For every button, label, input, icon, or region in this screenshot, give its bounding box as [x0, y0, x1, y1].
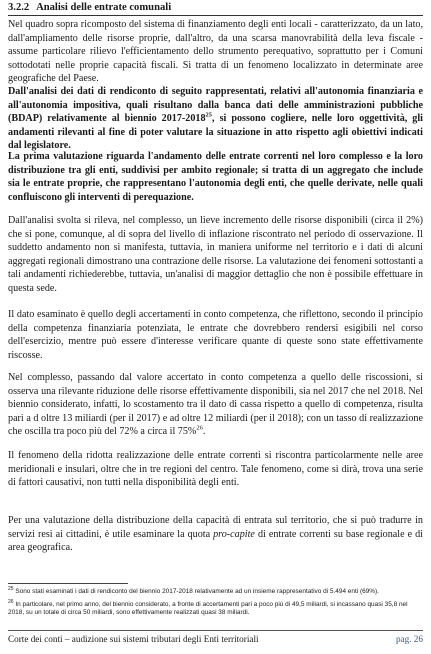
- paragraph-3: La prima valutazione riguarda l'andamento delle entrate correnti nel loro complesso e la loro distribuzione tra gli enti, suddivisi per ambito regionale; si tratta di un aggregato che include sia le entrate proprie, che rappresentano l'autonomia degli enti, che quelle derivate, nelle quali confluiscono gli interventi di perequazione.: [8, 151, 423, 203]
- paragraph-6: [8, 371, 423, 439]
- footnote-ref-25[interactable]: 25: [205, 111, 213, 119]
- paragraph-8-text-end: di entrate correnti su base regionale e di area geografica.: [8, 528, 423, 554]
- paragraph-8: [8, 514, 423, 555]
- footer-source: Corte dei conti – audizione sui sistemi tributari degli Enti territoriali: [8, 634, 259, 644]
- footnote-ref-26[interactable]: 26: [196, 425, 203, 432]
- paragraph-8-text-start: Per una valutazione della distribuzione della capacità di entrata sul territorio, che si può tradurre in servizi resi ai cittadini, è utile esaminare la quota: [8, 515, 423, 540]
- paragraph-2: [8, 85, 423, 153]
- paragraph-4-text: Dall'analisi svolta si rileva, nel complesso, un lieve incremento delle risorse disponibili (circa il 2%) che si pone, comunque, al di sopra del livello di inflazione riscontrato nel periodo di osservazione. Il suddetto andamento non si manifesta, tuttavia, in maniera uniforme nel territorio e i dati di alcuni aggregati regionali dimostrano una contrazione delle risorse. La valutazione dei fenomeni sottostanti a tali andamenti richiederebbe, tuttavia, un'analisi di maggior dettaglio che non è possibile effettuare in questa sede.: [8, 215, 423, 294]
- section-number: 3.2.2: [8, 2, 30, 13]
- paragraph-1: Nel quadro sopra ricomposto del sistema di finanziamento degli enti locali - caratterizzato, da un lato, dall'ampliamento delle risorse proprie, dall'altro, da una scarsa manovrabilità della leva fiscale - assume particolare rilievo l'efficientamento dello strumento perequativo, soprattutto per i Comuni sottodotati nelle proprie capacità fiscali. Si tratta di un fenomeno localizzato in determinate aree geografiche del Paese.: [8, 19, 423, 85]
- paragraph-8-italic: pro-capite: [213, 528, 255, 540]
- footnote-25-text: Sono stati esaminati i dati di rendiconto del biennio 2017-2018 relativamente ad un insieme rappresentativo di 5.494 enti (69%).: [13, 588, 379, 595]
- page-number: pag. 26: [395, 634, 423, 644]
- footnote-25-number: 25: [8, 585, 14, 592]
- paragraph-4: [8, 214, 423, 296]
- paragraph-7: Il fenomeno della ridotta realizzazione delle entrate correnti si riscontra particolarmente nelle aree meridionali e insulari, oltre che in tre regioni del centro. Tale fenomeno, come si dirà, trova una serie di fattori causativi, non tutti nella disponibilità degli enti.: [8, 450, 423, 489]
- paragraph-5: Il dato esaminato è quello degli accertamenti in conto competenza, che riflettono, secondo il principio della competenza finanziaria potenziata, le entrate che dovrebbero rendersi esigibili nel corso dell'esercizio, mentre può essere d'interesse verificare quante di queste sono state effettivamente riscosse.: [8, 309, 423, 361]
- section-title: Analisi delle entrate comunali: [36, 2, 172, 13]
- paragraph-6-text-end: .: [202, 426, 206, 438]
- footnote-26-number: 26: [8, 598, 14, 605]
- footer-divider: [8, 630, 423, 631]
- footnote-divider: [8, 583, 128, 584]
- paragraph-2-text-start: Dall'analisi dei dati di rendiconto di seguito rappresentati, relativi all'autonomia finanziaria e all'autonomia impositiva, quali risultano dalla banca dati delle amministrazioni pubbliche (BDAP) relativamente al biennio 2017-2018: [8, 86, 423, 125]
- section-heading: [8, 1, 423, 14]
- paragraph-6-text-start: Nel complesso, passando dal valore accertato in conto competenza a quello delle riscossioni, si osserva una rilevante riduzione delle risorse effettivamente disponibili, sia nel 2017 che nel 2018. Nel biennio considerato, infatti, lo scostamento tra il dato di cassa rispetto a quello di competenza, risulta pari a d oltre 13 miliardi (per il 2017) e ad oltre 12 miliardi (per il 2018); con un tasso di realizzazione che oscilla tra poco più del 72% a circa il 75%: [8, 372, 423, 438]
- heading-divider: [8, 15, 423, 16]
- footnote-26: [8, 598, 423, 618]
- footnote-26-text: In particolare, nel primo anno, del biennio considerato, a fronte di accertamenti pari a poco più di 49,5 miliardi, si incassano quasi 35,8 nel 2018, su un totale di circa 50 miliardi, sono effettivamente realizzati quasi 38 miliardi.: [8, 601, 408, 617]
- footnote-25: [8, 585, 423, 596]
- paragraph-2-text-end: , si possono cogliere, nelle loro oggettività, gli andamenti rilevanti al fine di poter valutare la situazione in atto rispetto agli obiettivi indicati dal legislatore.: [8, 113, 423, 152]
